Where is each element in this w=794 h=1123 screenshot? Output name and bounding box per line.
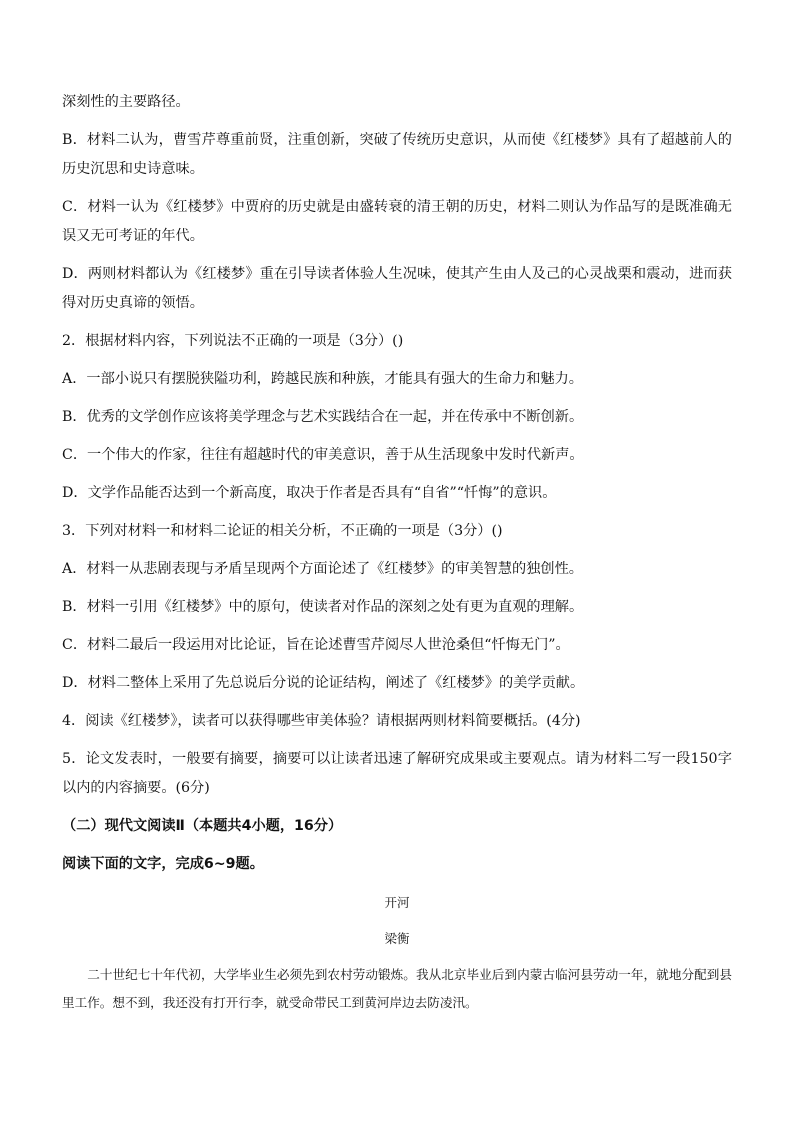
passage-body: 二十世纪七十年代初，大学毕业生必须先到农村劳动锻炼。我从北京毕业后到内蒙古临河县劳动一年，就地分配到县里工作。想不到，我还没有打开行李，就受命带民工到黄河岸边去防凌汛。 <box>62 967 732 1010</box>
q3-option-a: A．材料一从悲剧表现与矛盾呈现两个方面论述了《红楼梦》的审美智慧的独创性。 <box>62 561 583 577</box>
q2-option-c: C．一个伟大的作家，往往有超越时代的审美意识，善于从生活现象中发时代新声。 <box>62 447 584 463</box>
exam-page <box>62 88 732 1017</box>
section-title: （二）现代文阅读Ⅱ（本题共4小题，16分） <box>62 818 343 834</box>
q3-option-b: B．材料一引用《红楼梦》中的原句，使读者对作品的深刻之处有更为直观的理解。 <box>62 599 584 615</box>
q2-option-d: D．文学作品能否达到一个新高度，取决于作者是否具有“自省”“忏悔”的意识。 <box>62 485 557 501</box>
q3-option-d: D．材料二整体上采用了先总说后分说的论证结构，阐述了《红楼梦》的美学贡献。 <box>62 675 585 691</box>
continuation-text: 深刻性的主要路径。 <box>62 94 190 110</box>
q4-text: 4．阅读《红楼梦》，读者可以获得哪些审美体验？请根据两则材料简要概括。(4分) <box>62 713 581 729</box>
q1-option-b: B．材料二认为，曹雪芹尊重前贤，注重创新，突破了传统历史意识，从而使《红楼梦》具有了超越前人的历史沉思和史诗意味。 <box>62 132 732 177</box>
passage-author: 梁衡 <box>384 931 410 946</box>
passage-title: 开河 <box>384 895 410 910</box>
q3-option-c: C．材料二最后一段运用对比论证，旨在论述曹雪芹阅尽人世沧桑但“忏悔无门”。 <box>62 637 570 653</box>
section-instruction: 阅读下面的文字，完成6~9题。 <box>62 856 264 872</box>
q2-stem: 2．根据材料内容，下列说法不正确的一项是（3分）() <box>62 333 404 349</box>
q1-option-d: D．两则材料都认为《红楼梦》重在引导读者体验人生况味，使其产生由人及己的心灵战栗和震动，进而获得对历史真谛的领悟。 <box>62 266 732 311</box>
q2-option-b: B．优秀的文学创作应该将美学理念与艺术实践结合在一起，并在传承中不断创新。 <box>62 409 584 425</box>
q2-option-a: A．一部小说只有摆脱狭隘功利，跨越民族和种族，才能具有强大的生命力和魅力。 <box>62 371 583 387</box>
q3-stem: 3．下列对材料一和材料二论证的相关分析，不正确的一项是（3分）() <box>62 523 503 539</box>
q5-text: 5．论文发表时，一般要有摘要，摘要可以让读者迅速了解研究成果或主要观点。请为材料二写一段150字以内的内容摘要。(6分) <box>62 751 732 796</box>
q1-option-c: C．材料一认为《红楼梦》中贾府的历史就是由盛转衰的清王朝的历史，材料二则认为作品写的是既准确无误又无可考证的年代。 <box>62 199 732 244</box>
